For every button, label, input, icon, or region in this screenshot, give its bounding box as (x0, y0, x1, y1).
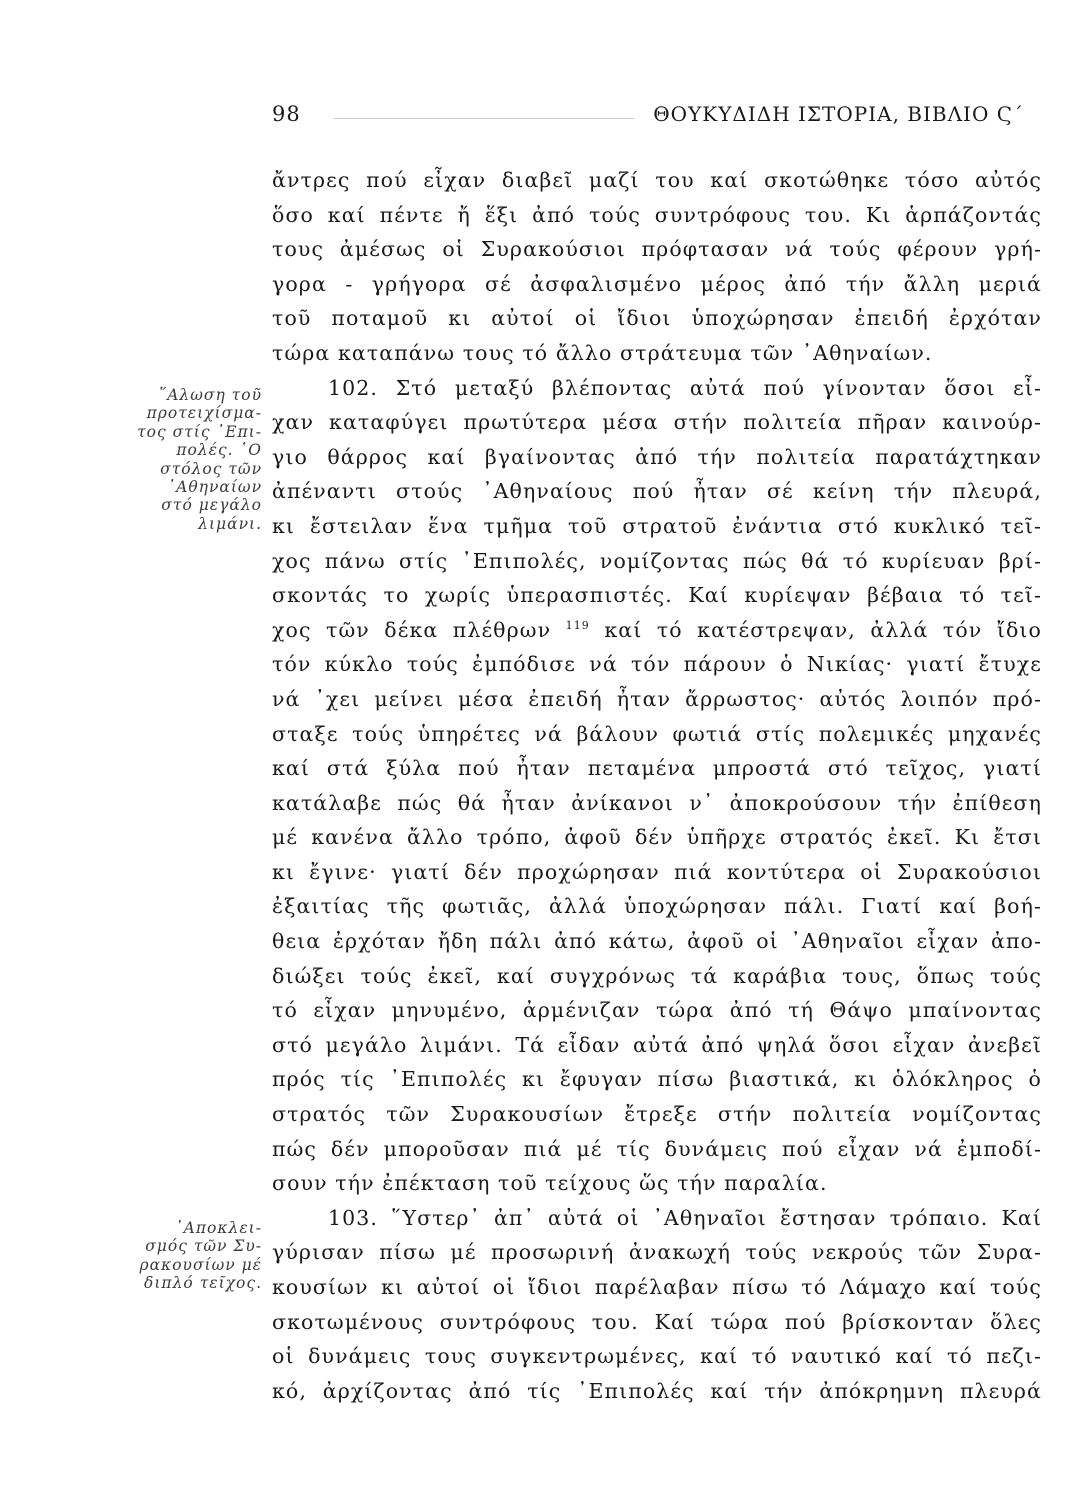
margin-note-capture-of-outwork (100, 386, 262, 533)
margin-note-line: τος στίς ᾿Επι- (137, 422, 262, 441)
text-line: οἱ δυνάμεις τους συγκεντρωμένες, καί τό ναυτικό καί τό πεζι- (272, 1344, 1042, 1369)
margin-note-line: πολές. ῾Ο (176, 441, 262, 460)
text-line: 103. ῞Υστερ᾿ ἀπ᾿ αὐτά οἱ ᾿Αθηναῖοι ἔστησαν τρόπαιο. Καί (328, 1205, 1042, 1230)
margin-note-line: σμός τῶν Συ- (145, 1237, 262, 1256)
text-line: γορα - γρήγορα σέ ἀσφαλισμένο μέρος ἀπό τήν ἄλλη μεριά (272, 271, 1042, 296)
margin-note-line: ᾿Αθηναίων (167, 478, 262, 497)
text-line: θεια ἐρχόταν ἤδη πάλι ἀπό κάτω, ἀφοῦ οἱ ᾿Αθηναῖοι εἶχαν ἀπο- (272, 929, 1042, 954)
text-line: κατάλαβε πώς θά ἦταν ἀνίκανοι ν᾿ ἀποκρούσουν τήν ἐπίθεση (272, 790, 1042, 815)
margin-note-line: στόλος τῶν (160, 459, 262, 478)
page-header (272, 102, 1024, 132)
text-line: τόν κύκλο τούς ἐμπόδισε νά τόν πάρουν ὁ Νικίας· γιατί ἔτυχε (272, 652, 1042, 677)
margin-note-line: ρακουσίων μέ (139, 1255, 262, 1274)
text-line: χος πάνω στίς ᾿Επιπολές, νομίζοντας πώς θά τό κυρίευαν βρί- (272, 548, 1042, 573)
margin-note-line: ᾿Αποκλει- (174, 1219, 262, 1237)
text-line: γιο θάρρος καί βγαίνοντας ἀπό τήν πολιτεία παρατάχτηκαν (272, 444, 1042, 469)
text-line: μέ κανένα ἄλλο τρόπο, ἀφοῦ δέν ὑπῆρχε στρατός ἐκεῖ. Κι ἔτσι (272, 825, 1042, 850)
text-line: σκοντάς το χωρίς ὑπερασπιστές. Καί κυρίεψαν βέβαια τό τεῖ- (272, 583, 1042, 608)
text-line: τους ἀμέσως οἱ Συρακούσιοι πρόφτασαν νά τούς φέρουν γρή- (272, 237, 1042, 262)
text-line: γύρισαν πίσω μέ προσωρινή ἀνακωχή τούς νεκρούς τῶν Συρα- (272, 1240, 1042, 1265)
text-line: τό εἶχαν μηνυμένο, ἀρμένιζαν τώρα ἀπό τή Θάψο μπαίνοντας (272, 998, 1042, 1023)
margin-note-line: διπλό τεῖχος. (144, 1274, 262, 1293)
text-line: σκοτωμένους συντρόφους του. Καί τώρα πού βρίσκονταν ὅλες (272, 1309, 1042, 1334)
text-line: σταξε τούς ὑπηρέτες νά βάλουν φωτιά στίς πολεμικές μηχανές (272, 721, 1042, 746)
running-head: ΘΟΥΚΥΔΙΔΗ ΙΣΤΟΡΙΑ, ΒΙΒΛΙΟ Ϛ΄ (653, 102, 1024, 126)
text-line: νά ᾿χει μείνει μέσα ἐπειδή ἦταν ἄρρωστος· αὐτός λοιπόν πρό- (272, 686, 1042, 711)
text-line: καί στά ξύλα πού ἦταν πεταμένα μπροστά στό τεῖχος, γιατί (272, 756, 1042, 781)
text-line: χαν καταφύγει πρωτύτερα μέσα στήν πολιτεία πῆραν καινούρ- (272, 410, 1042, 435)
text-line: πρός τίς ᾿Επιπολές κι ἔφυγαν πίσω βιαστικά, κι ὁλόκληρος ὁ (272, 1067, 1042, 1092)
text-line: κι ἔγινε· γιατί δέν προχώρησαν πιά κοντύτερα οἱ Συρακούσιοι (272, 859, 1042, 884)
text-line: κουσίων κι αὐτοί οἱ ἴδιοι παρέλαβαν πίσω τό Λάμαχο καί τούς (272, 1275, 1042, 1299)
text-line: 102. Στό μεταξύ βλέποντας αὐτά πού γίνονταν ὅσοι εἶ- (328, 375, 1042, 400)
text-fragment: καί τό κατέστρεψαν, ἀλλά τόν ἴδιο (604, 617, 1042, 642)
margin-note-blockade-double-wall (100, 1219, 262, 1293)
margin-note-line: στό μεγάλο (161, 496, 262, 515)
text-line: κι ἔστειλαν ἕνα τμῆμα τοῦ στρατοῦ ἐνάντια στό κυκλικό τεῖ- (272, 513, 1042, 538)
margin-note-line: προτειχίσμα- (146, 404, 262, 423)
text-line: ἀπέναντι στούς ᾿Αθηναίους πού ἦταν σέ κείνη τήν πλευρά, (272, 479, 1042, 504)
text-line: πώς δέν μποροῦσαν πιά μέ τίς δυνάμεις πού εἶχαν νά ἐμποδί- (272, 1136, 1042, 1161)
footnote-reference[interactable]: 119 (565, 618, 590, 632)
text-line: σουν τήν ἐπέκταση τοῦ τείχους ὥς τήν παραλία. (272, 1171, 828, 1196)
text-line: τοῦ ποταμοῦ κι αὐτοί οἱ ἴδιοι ὑποχώρησαν ἐπειδή ἐρχόταν (272, 306, 1042, 331)
text-line: διώξει τούς ἐκεῖ, καί συγχρόνως τά καράβια τους, ὅπως τούς (272, 963, 1042, 988)
text-line: ἐξαιτίας τῆς φωτιᾶς, ἀλλά ὑποχώρησαν πάλι. Γιατί καί βοή- (272, 894, 1042, 919)
text-line-with-footnote (272, 613, 1042, 648)
text-line: ἄντρες πού εἶχαν διαβεῖ μαζί του καί σκοτώθηκε τόσο αὐτός (272, 168, 1042, 192)
margin-note-line: λιμάνι. (198, 514, 262, 533)
text-line: κό, ἀρχίζοντας ἀπό τίς ᾿Επιπολές καί τήν ἀπόκρημνη πλευρά (272, 1378, 1042, 1403)
text-fragment: χος τῶν δέκα πλέθρων (272, 617, 552, 642)
text-line: ὅσο καί πέντε ἤ ἕξι ἀπό τούς συντρόφους του. Κι ἁρπάζοντάς (272, 202, 1042, 227)
text-line: τώρα καταπάνω τους τό ἄλλο στράτευμα τῶν ᾿Αθηναίων. (272, 340, 933, 365)
text-line: στό μεγάλο λιμάνι. Τά εἶδαν αὐτά ἀπό ψηλά ὅσοι εἶχαν ἀνεβεῖ (272, 1032, 1042, 1057)
text-line: στρατός τῶν Συρακουσίων ἔτρεξε στήν πολιτεία νομίζοντας (272, 1102, 1042, 1127)
margin-note-line: ῞Αλωση τοῦ (158, 386, 262, 404)
header-rule (334, 118, 634, 119)
main-text (272, 163, 1042, 1408)
page-number: 98 (272, 102, 301, 126)
